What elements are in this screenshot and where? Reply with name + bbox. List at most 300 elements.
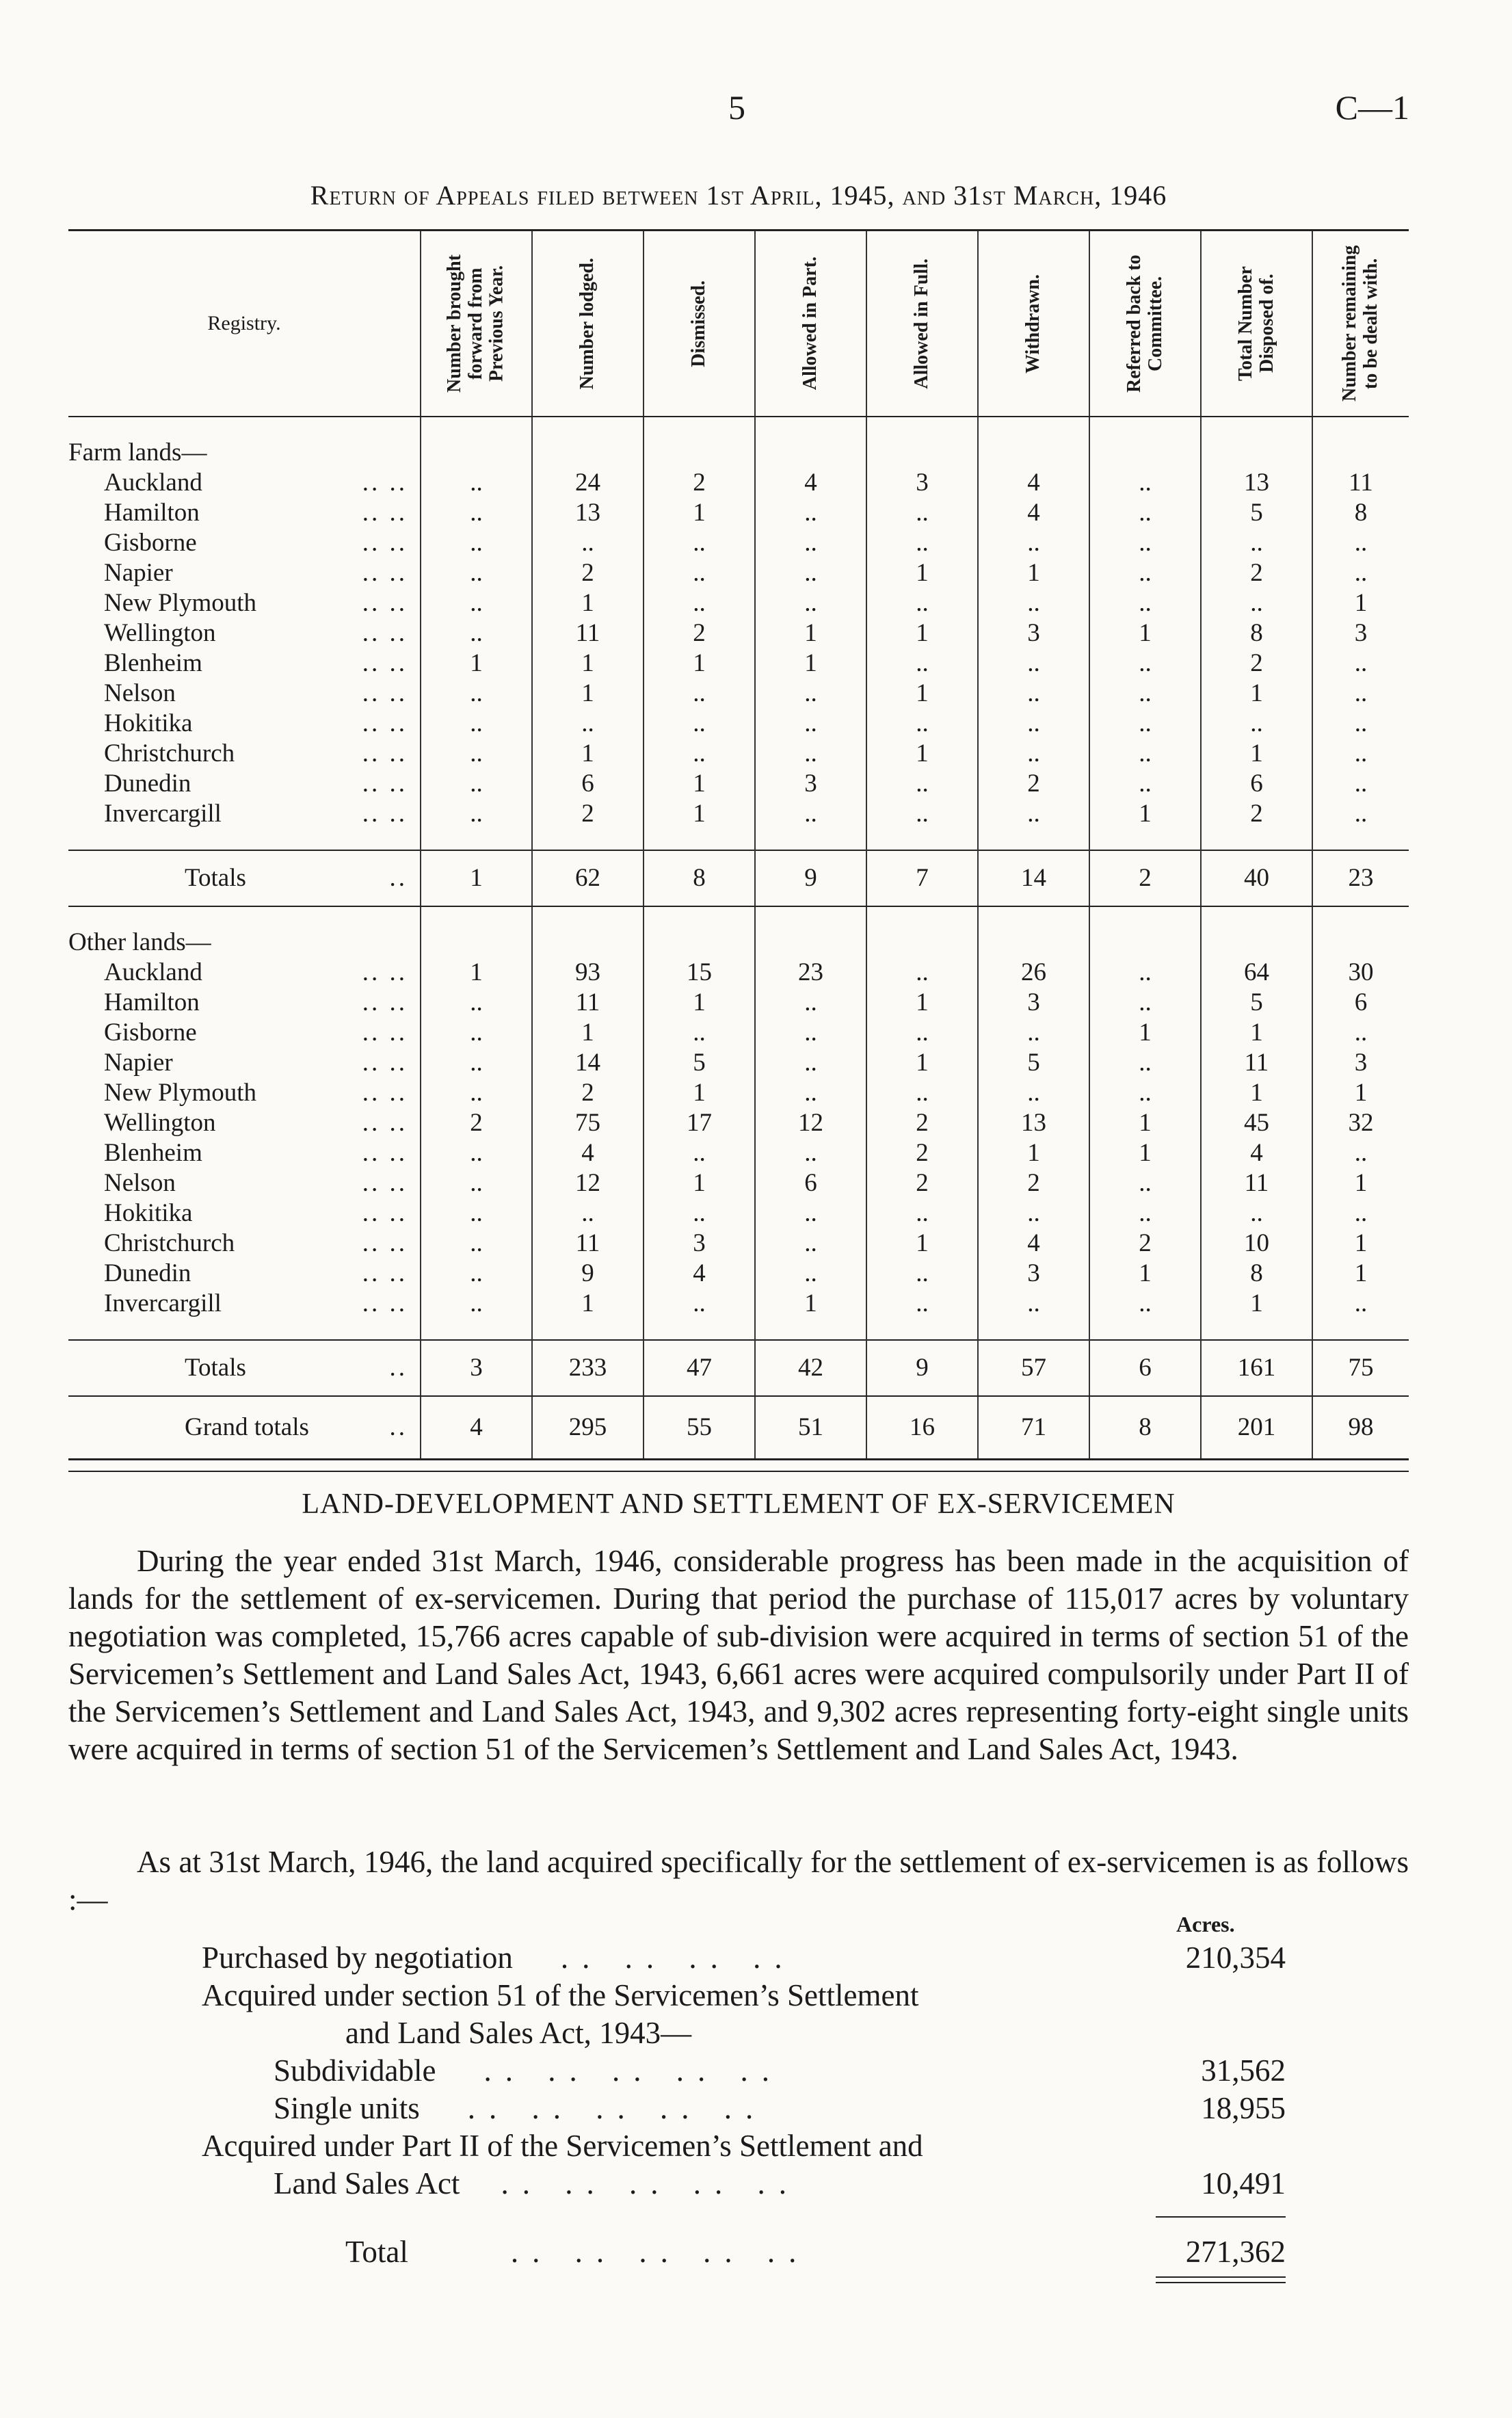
table-cell: .. [755, 1018, 866, 1048]
section51-label-line2: and Land Sales Act, 1943— [345, 2016, 692, 2050]
registry-cell [68, 928, 421, 958]
registry-cell: Wellington .. .. [68, 1108, 421, 1138]
registry-name: Farm lands— [68, 438, 207, 466]
table-cell: .. [866, 1198, 978, 1228]
spacer-cell [644, 906, 755, 928]
total-rule-1 [1156, 2276, 1286, 2278]
table-title: Return of Appeals filed between 1st April, 1945, and 31st March, 1946 [310, 180, 1167, 211]
table-cell: .. [755, 1138, 866, 1168]
table-row [68, 1018, 1409, 1048]
table-cell [978, 438, 1089, 468]
table-cell: 1 [866, 558, 978, 588]
table-cell: 1 [532, 1018, 644, 1048]
part2-label-line1: Acquired under Part II of the Servicemen’s Settlement and [202, 2129, 923, 2163]
column-header-withdrawn: Withdrawn. [978, 231, 1089, 417]
table-cell: 5 [1201, 498, 1312, 528]
table-cell: 2 [978, 769, 1089, 799]
table-cell: .. [421, 618, 532, 648]
table-cell: .. [755, 588, 866, 618]
table-cell: 4 [978, 1228, 1089, 1259]
registry-cell: Nelson .. .. [68, 1168, 421, 1198]
table-cell: 4 [644, 1259, 755, 1289]
table-cell: .. [1312, 1138, 1409, 1168]
spacer-cell [755, 906, 866, 928]
table-cell: .. [421, 709, 532, 739]
table-row [68, 709, 1409, 739]
table-cell: .. [1201, 588, 1312, 618]
table-cell: 32 [1312, 1108, 1409, 1138]
table-body [68, 417, 1409, 1460]
table-cell: 233 [532, 1340, 644, 1396]
registry-name: Totals [185, 1354, 246, 1382]
table-cell: 1 [532, 588, 644, 618]
table-cell: 3 [644, 1228, 755, 1259]
registry-cell: Auckland .. .. [68, 958, 421, 988]
table-cell [532, 928, 644, 958]
table-cell: .. [644, 1198, 755, 1228]
table-cell: 1 [866, 739, 978, 769]
spacer-cell [1089, 1319, 1201, 1340]
registry-cell: Auckland .. .. [68, 468, 421, 498]
registry-name: Christchurch [104, 739, 235, 767]
table-cell: .. [755, 988, 866, 1018]
registry-cell: New Plymouth .. .. [68, 588, 421, 618]
table-cell: .. [1089, 769, 1201, 799]
table-cell [644, 438, 755, 468]
table-cell: 64 [1201, 958, 1312, 988]
section-heading: LAND-DEVELOPMENT AND SETTLEMENT OF EX-SERVICEMEN [302, 1488, 1176, 1520]
table-cell: 55 [644, 1396, 755, 1460]
table-cell: .. [755, 558, 866, 588]
registry-cell: Invercargill .. .. [68, 1289, 421, 1319]
table-cell: 1 [978, 558, 1089, 588]
table-cell: .. [421, 1198, 532, 1228]
table-cell: 11 [532, 988, 644, 1018]
table-cell: .. [978, 739, 1089, 769]
table-cell: .. [644, 558, 755, 588]
registry-name: Dunedin [104, 1259, 191, 1287]
table-cell [1201, 928, 1312, 958]
table-row [68, 1138, 1409, 1168]
table-cell: 4 [978, 468, 1089, 498]
spacer-cell [1312, 829, 1409, 850]
registry-cell: Hokitika .. .. [68, 709, 421, 739]
table-cell: 1 [421, 958, 532, 988]
table-cell: .. [978, 528, 1089, 558]
registry-cell: Gisborne .. .. [68, 528, 421, 558]
table-row [68, 1228, 1409, 1259]
table-cell: 13 [532, 498, 644, 528]
spacer-cell [1089, 417, 1201, 438]
spacer-cell [755, 829, 866, 850]
table-cell: 1 [532, 679, 644, 709]
table-cell: 14 [532, 1048, 644, 1078]
table-cell: 2 [866, 1138, 978, 1168]
spacer-cell [532, 829, 644, 850]
table-row [68, 1289, 1409, 1319]
table-cell: .. [421, 498, 532, 528]
registry-name: Nelson [104, 679, 176, 707]
spacer-cell [421, 829, 532, 850]
registry-cell: Hokitika .. .. [68, 1198, 421, 1228]
table-cell: 6 [1089, 1340, 1201, 1396]
table-row [68, 739, 1409, 769]
table-cell: 12 [755, 1108, 866, 1138]
table-cell: 93 [532, 958, 644, 988]
table-cell: 7 [866, 850, 978, 906]
table-cell: 1 [1089, 1108, 1201, 1138]
table-cell: 71 [978, 1396, 1089, 1460]
table-cell: 1 [532, 648, 644, 679]
registry-name: Grand totals [185, 1413, 309, 1441]
spacer-cell [532, 1319, 644, 1340]
column-header-allowed-full: Allowed in Full. [866, 231, 978, 417]
table-row [68, 1198, 1409, 1228]
registry-cell: Christchurch .. .. [68, 739, 421, 769]
table-cell: .. [1312, 799, 1409, 829]
table-cell: .. [978, 1018, 1089, 1048]
table-row [68, 1168, 1409, 1198]
table-cell: 1 [1312, 1168, 1409, 1198]
table-cell: 2 [978, 1168, 1089, 1198]
table-cell: 1 [644, 799, 755, 829]
table-row [68, 1078, 1409, 1108]
registry-cell [68, 438, 421, 468]
column-header-allowed-part: Allowed in Part. [755, 231, 866, 417]
purchased-value: 210,354 [1185, 1941, 1286, 1975]
table-cell: 1 [532, 739, 644, 769]
table-row [68, 588, 1409, 618]
table-cell: .. [755, 709, 866, 739]
table-cell: .. [866, 1259, 978, 1289]
table-cell: .. [866, 1289, 978, 1319]
table-cell: 11 [532, 1228, 644, 1259]
table-cell: .. [755, 1078, 866, 1108]
table-row [68, 679, 1409, 709]
table-cell: 1 [1089, 618, 1201, 648]
registry-name: Hamilton [104, 499, 200, 527]
spacer-cell [755, 417, 866, 438]
table-cell: .. [1312, 709, 1409, 739]
registry-name: Blenheim [104, 649, 202, 677]
subdividable-value: 31,562 [1201, 2053, 1286, 2088]
table-cell: 1 [1201, 1289, 1312, 1319]
table-cell: .. [866, 648, 978, 679]
table-cell: .. [755, 679, 866, 709]
part2-value: 10,491 [1201, 2166, 1286, 2200]
table-cell: .. [1312, 1289, 1409, 1319]
table-cell: 75 [532, 1108, 644, 1138]
table-cell: .. [866, 588, 978, 618]
table-cell: .. [755, 1198, 866, 1228]
table-cell: 4 [978, 498, 1089, 528]
table-cell: 2 [532, 558, 644, 588]
table-cell: .. [421, 528, 532, 558]
table-cell: 15 [644, 958, 755, 988]
paragraph-as-at: As at 31st March, 1946, the land acquired specifically for the settlement of ex-servicemen is as follows :— [68, 1845, 1409, 1917]
table-cell: .. [532, 528, 644, 558]
table-cell: 2 [644, 618, 755, 648]
table-cell [644, 928, 755, 958]
table-row [68, 1048, 1409, 1078]
table-cell: 40 [1201, 850, 1312, 906]
purchased-label: Purchased by negotiation .. .. .. .. [202, 1941, 796, 1975]
table-cell: 5 [644, 1048, 755, 1078]
table-cell: 8 [1312, 498, 1409, 528]
table-cell: 1 [421, 850, 532, 906]
table-cell: .. [421, 679, 532, 709]
spacer-cell [644, 1319, 755, 1340]
table-cell: .. [644, 528, 755, 558]
table-cell: 51 [755, 1396, 866, 1460]
table-cell: 3 [978, 618, 1089, 648]
spacer-cell [1201, 906, 1312, 928]
paragraph-acquisition: During the year ended 31st March, 1946, considerable progress has been made in the acquisition of lands for the settlement of ex-servicemen. During that period the purchase of 115,017 acres by voluntary negotiation was completed, 15,766 acres capable of sub-division were acquired in terms of section 51 of the Servicemen’s Settlement and Land Sales Act, 1943, 6,661 acres were acquired compulsorily under Part II of the Servicemen’s Settlement and Land Sales Act, 1943, and 9,302 acres representing forty-eight single units were acquired in terms of section 51 of the Servicemen’s Settlement and Land Sales Act, 1943. [68, 1544, 1409, 1766]
document-code: C—1 [1335, 88, 1409, 127]
column-header-registry: Registry. [68, 231, 421, 417]
table-cell: 12 [532, 1168, 644, 1198]
table-cell: .. [421, 468, 532, 498]
registry-cell: New Plymouth .. .. [68, 1078, 421, 1108]
table-cell: 3 [1312, 1048, 1409, 1078]
table-cell: 1 [1312, 588, 1409, 618]
table-cell: 8 [644, 850, 755, 906]
table-cell: 1 [1201, 1078, 1312, 1108]
table-cell: .. [644, 588, 755, 618]
table-cell: .. [644, 1138, 755, 1168]
table-cell [1201, 438, 1312, 468]
table-row [68, 528, 1409, 558]
spacer-row [68, 1319, 1409, 1340]
registry-cell: Napier .. .. [68, 558, 421, 588]
table-row [68, 1108, 1409, 1138]
table-cell: .. [421, 1289, 532, 1319]
total-label: Total .. .. .. .. .. [345, 2235, 810, 2269]
table-cell: 1 [755, 648, 866, 679]
table-cell: 3 [978, 1259, 1089, 1289]
page-number: 5 [728, 88, 745, 127]
table-cell: 6 [1201, 769, 1312, 799]
column-header-referred-back: Referred back to Committee. [1089, 231, 1201, 417]
table-cell: .. [644, 679, 755, 709]
table-cell: .. [978, 588, 1089, 618]
table-cell: 3 [421, 1340, 532, 1396]
registry-cell: Grand totals .. [68, 1396, 421, 1460]
table-cell: 5 [1201, 988, 1312, 1018]
table-cell: .. [532, 1198, 644, 1228]
table-cell: 9 [755, 850, 866, 906]
table-cell: 1 [1201, 679, 1312, 709]
table-cell [866, 438, 978, 468]
spacer-cell [1312, 417, 1409, 438]
table-cell: .. [755, 1228, 866, 1259]
table-cell: 8 [1201, 1259, 1312, 1289]
table-cell: 1 [644, 648, 755, 679]
table-cell: .. [421, 1228, 532, 1259]
table-cell: 1 [1312, 1078, 1409, 1108]
column-header-dismissed: Dismissed. [644, 231, 755, 417]
spacer-cell [68, 906, 421, 928]
appeals-table [68, 229, 1409, 1460]
table-cell: .. [1312, 739, 1409, 769]
single-units-value: 18,955 [1201, 2091, 1286, 2125]
column-header-brought-forward: Number brought forward from Previous Year. [421, 231, 532, 417]
registry-name: Invercargill [104, 800, 222, 828]
table-cell: .. [421, 799, 532, 829]
spacer-cell [644, 829, 755, 850]
table-cell [755, 438, 866, 468]
table-cell: 17 [644, 1108, 755, 1138]
table-cell: .. [1089, 588, 1201, 618]
total-value: 271,362 [1185, 2235, 1286, 2269]
registry-name: Dunedin [104, 770, 191, 798]
registry-cell: Blenheim .. .. [68, 1138, 421, 1168]
table-cell [1312, 438, 1409, 468]
registry-cell: Hamilton .. .. [68, 988, 421, 1018]
table-cell: .. [978, 1198, 1089, 1228]
registry-cell: Hamilton .. .. [68, 498, 421, 528]
spacer-cell [421, 1319, 532, 1340]
table-cell: .. [1089, 648, 1201, 679]
table-cell: 26 [978, 958, 1089, 988]
table-cell: .. [421, 739, 532, 769]
registry-name: Nelson [104, 1169, 176, 1197]
table-row [68, 799, 1409, 829]
table-cell: 1 [1312, 1259, 1409, 1289]
table-cell: 1 [1089, 1018, 1201, 1048]
registry-name: Invercargill [104, 1289, 222, 1317]
registry-name: Wellington [104, 619, 216, 647]
registry-cell: Dunedin .. .. [68, 769, 421, 799]
registry-name: Hamilton [104, 988, 200, 1016]
table-cell: 24 [532, 468, 644, 498]
table-cell: 1 [644, 988, 755, 1018]
table-cell: 1 [1201, 739, 1312, 769]
spacer-row [68, 417, 1409, 438]
table-row [68, 769, 1409, 799]
spacer-cell [866, 1319, 978, 1340]
spacer-cell [1089, 829, 1201, 850]
registry-name: New Plymouth [104, 589, 257, 617]
section-divider [68, 1471, 1409, 1472]
table-row [68, 498, 1409, 528]
table-row [68, 648, 1409, 679]
table-cell: .. [421, 1048, 532, 1078]
spacer-cell [1312, 1319, 1409, 1340]
spacer-cell [1089, 906, 1201, 928]
table-cell: .. [1089, 709, 1201, 739]
registry-name: Wellington [104, 1109, 216, 1137]
column-header-lodged: Number lodged. [532, 231, 644, 417]
table-cell [532, 438, 644, 468]
table-cell: 6 [532, 769, 644, 799]
table-cell: .. [978, 709, 1089, 739]
table-cell: 295 [532, 1396, 644, 1460]
table-cell: 1 [978, 1138, 1089, 1168]
spacer-cell [68, 829, 421, 850]
table-cell: 14 [978, 850, 1089, 906]
table-cell [755, 928, 866, 958]
table-cell: 42 [755, 1340, 866, 1396]
table-cell: .. [866, 769, 978, 799]
table-cell: .. [421, 1259, 532, 1289]
table-cell: .. [866, 1018, 978, 1048]
table-cell: 2 [1089, 850, 1201, 906]
table-cell: .. [755, 739, 866, 769]
column-header-remaining: Number remaining to be dealt with. [1312, 231, 1409, 417]
table-cell: .. [644, 709, 755, 739]
table-cell: .. [866, 528, 978, 558]
table-header-row [68, 231, 1409, 417]
table-cell: .. [1089, 1198, 1201, 1228]
grand-totals-row [68, 1396, 1409, 1460]
table-cell: 2 [866, 1168, 978, 1198]
table-cell: 1 [755, 1289, 866, 1319]
registry-name: Gisborne [104, 529, 197, 557]
table-cell [866, 928, 978, 958]
table-cell: .. [866, 709, 978, 739]
spacer-cell [532, 417, 644, 438]
registry-name: Hokitika [104, 709, 193, 737]
table-cell: .. [866, 1078, 978, 1108]
table-cell: 2 [1201, 558, 1312, 588]
section-row-farm-lands [68, 438, 1409, 468]
table-cell: 1 [866, 1228, 978, 1259]
table-cell: .. [644, 1289, 755, 1319]
spacer-cell [866, 417, 978, 438]
table-cell: 4 [421, 1396, 532, 1460]
part2-label-line2: Land Sales Act .. .. .. .. .. [274, 2166, 800, 2200]
table-row [68, 468, 1409, 498]
table-cell: .. [1312, 558, 1409, 588]
acres-column-header: Acres. [1176, 1912, 1235, 1936]
registry-name: Auckland [104, 469, 202, 497]
registry-name: New Plymouth [104, 1079, 257, 1107]
table-cell: .. [755, 1259, 866, 1289]
table-cell: .. [1089, 1289, 1201, 1319]
table-cell: 1 [532, 1289, 644, 1319]
table-cell: .. [421, 1078, 532, 1108]
total-rule-2 [1156, 2282, 1286, 2283]
table-cell: 3 [755, 769, 866, 799]
table-cell: .. [1312, 1018, 1409, 1048]
table-cell: .. [1201, 709, 1312, 739]
spacer-cell [978, 1319, 1089, 1340]
table-row [68, 618, 1409, 648]
table-cell: 4 [755, 468, 866, 498]
table-cell: 11 [1201, 1168, 1312, 1198]
table-cell: .. [755, 498, 866, 528]
spacer-cell [1201, 417, 1312, 438]
table-cell: .. [978, 648, 1089, 679]
table-cell: .. [1089, 1048, 1201, 1078]
table-cell: 4 [1201, 1138, 1312, 1168]
table-cell: .. [1312, 1198, 1409, 1228]
single-units-label: Single units .. .. .. .. .. [274, 2091, 767, 2125]
table-cell: 2 [1201, 799, 1312, 829]
table-cell: .. [421, 1138, 532, 1168]
table-cell: .. [1312, 769, 1409, 799]
registry-name: Other lands— [68, 928, 211, 956]
other-totals-row [68, 1340, 1409, 1396]
table-cell: .. [755, 799, 866, 829]
table-cell: 3 [1312, 618, 1409, 648]
table-cell: 5 [978, 1048, 1089, 1078]
spacer-cell [1201, 829, 1312, 850]
table-cell: 1 [644, 769, 755, 799]
table-cell [978, 928, 1089, 958]
table-cell: 11 [1201, 1048, 1312, 1078]
